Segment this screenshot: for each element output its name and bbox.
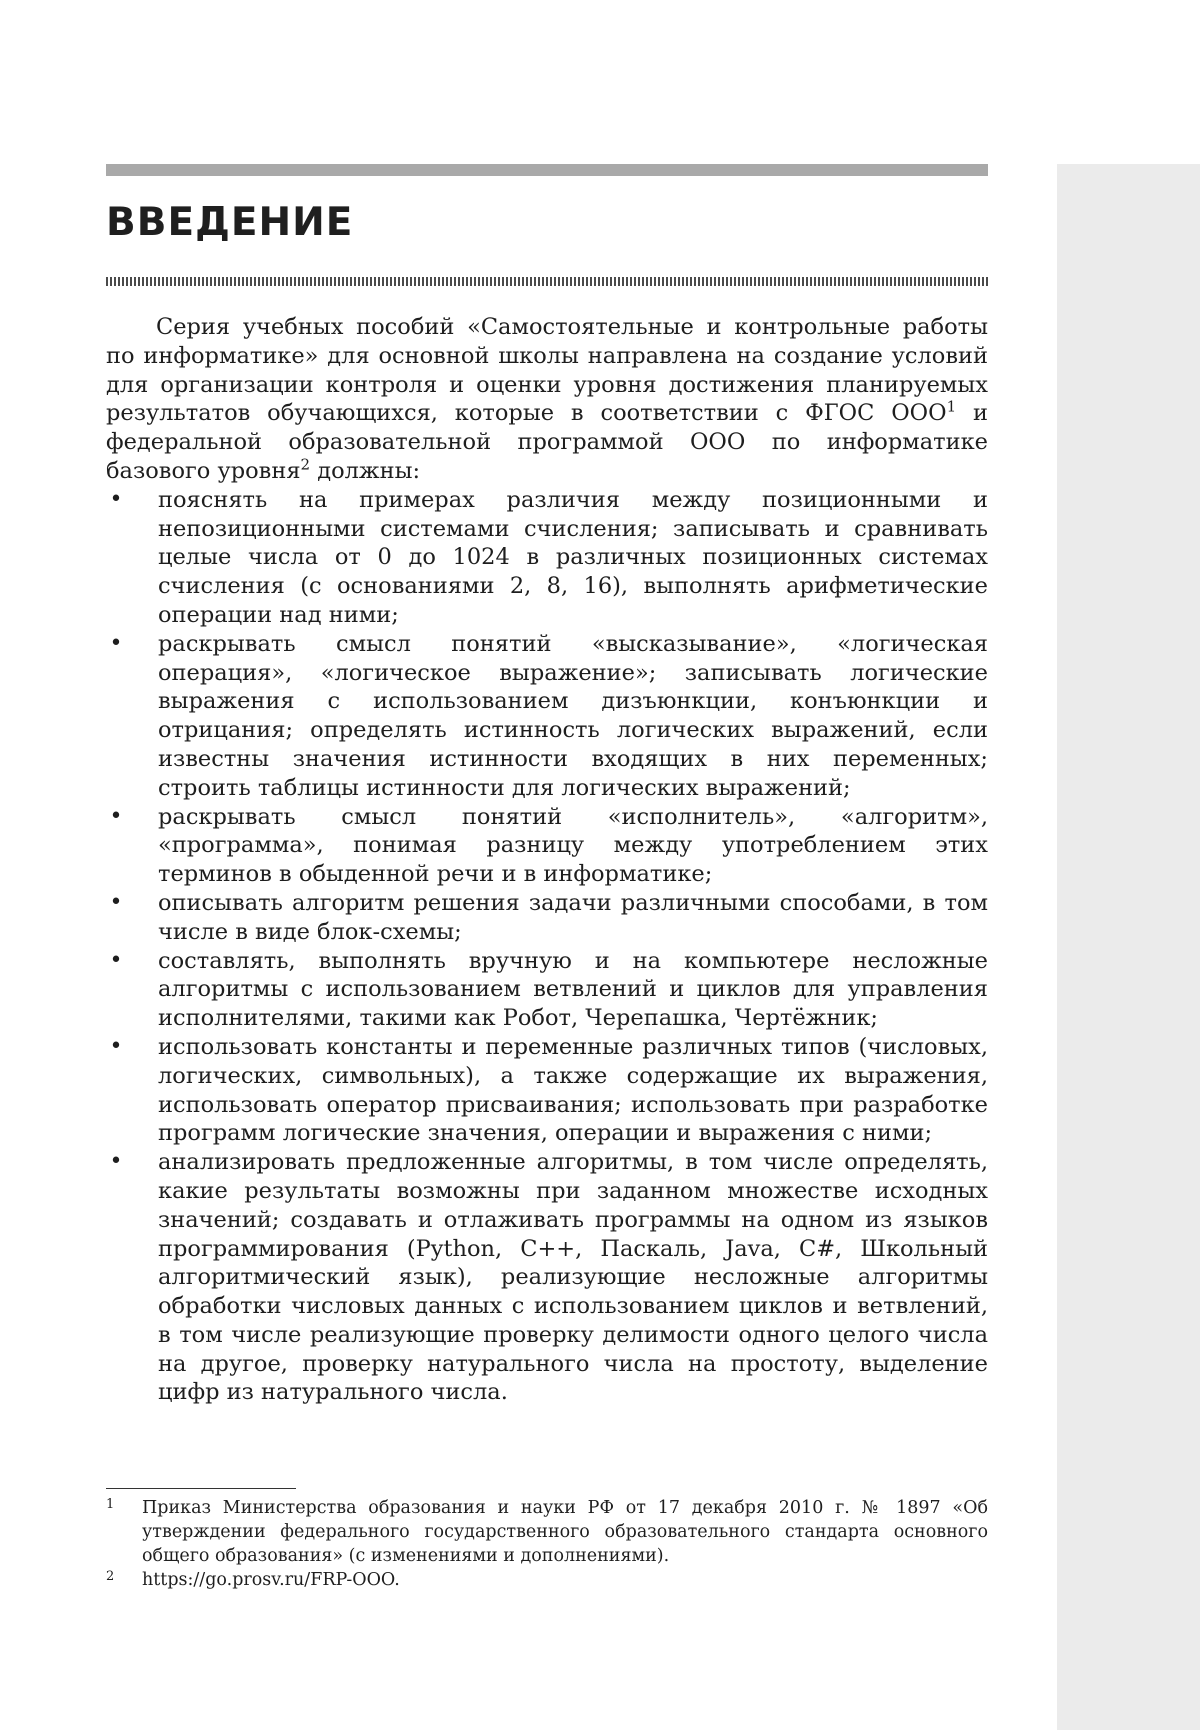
- list-item: [106, 486, 988, 630]
- list-item: [106, 1148, 988, 1407]
- list-item: [106, 630, 988, 803]
- list-item: [106, 803, 988, 889]
- requirements-list: [106, 486, 988, 1408]
- footnote-text: Приказ Министерства образования и науки РФ от 17 декабря 2010 г. № 1897 «Об утверждении федерального государственного образовательного стандарта основного общего образования» (с изменениями и дополнениями).: [142, 1498, 988, 1566]
- header-bar: [106, 164, 988, 176]
- body-text: [106, 313, 988, 1407]
- bullet-icon: •: [109, 889, 123, 915]
- footnotes: [106, 1496, 988, 1592]
- bullet-icon: •: [109, 486, 123, 512]
- list-item: [106, 1033, 988, 1148]
- footnote-ref-1[interactable]: 1: [946, 397, 957, 416]
- list-item-text: описывать алгоритм решения задачи различными способами, в том числе в виде блок-схемы;: [158, 889, 988, 945]
- bullet-icon: •: [109, 630, 123, 656]
- list-item: [106, 889, 988, 947]
- bullet-icon: •: [109, 947, 123, 973]
- footnote-divider: [106, 1488, 296, 1489]
- page-title: ВВЕДЕНИЕ: [106, 200, 354, 245]
- footnote-1: [106, 1496, 988, 1568]
- side-margin-strip: [1057, 164, 1200, 1730]
- intro-paragraph: [106, 313, 988, 486]
- footnote-link[interactable]: https://go.prosv.ru/FRP-OOO.: [142, 1570, 400, 1590]
- bullet-icon: •: [109, 1149, 123, 1175]
- intro-text-1: Серия учебных пособий «Самостоятельные и контрольные работы по информатике» для основной школы направлена на создание условий для организации контроля и оценки уровня достижения планируемых результатов обучающихся, которые в соответствии с ФГОС ООО: [106, 314, 988, 427]
- footnote-2: [106, 1568, 988, 1592]
- intro-text-3: должны:: [310, 457, 421, 484]
- bullet-icon: •: [109, 803, 123, 829]
- footnote-number: 2: [106, 1569, 115, 1584]
- title-underline: [106, 277, 988, 286]
- bullet-icon: •: [109, 1033, 123, 1059]
- list-item-text: раскрывать смысл понятий «высказывание», «логическая операция», «логическое выражение»; записывать логические выражения с использованием дизъюнкции, конъюнкции и отрицания; определять истинность логических выражений, если известны значения истинности входящих в них переменных; строить таблицы истинности для логических выражений;: [158, 630, 988, 801]
- list-item-text: анализировать предложенные алгоритмы, в том числе определять, какие результаты возможны при заданном множестве исходных значений; создавать и отлаживать программы на одном из языков программирования (Python, C++, Паскаль, Java, C#, Школьный алгоритмический язык), реализующие несложные алгоритмы обработки числовых данных с использованием циклов и ветвлений, в том числе реализующие проверку делимости одного целого числа на другое, проверку натурального числа на простоту, выделение цифр из натурального числа.: [158, 1149, 988, 1406]
- footnote-number: 1: [106, 1497, 115, 1512]
- list-item-text: составлять, выполнять вручную и на компьютере несложные алгоритмы с использованием ветвлений и циклов для управления исполнителями, такими как Робот, Черепашка, Чертёжник;: [158, 947, 988, 1032]
- list-item-text: использовать константы и переменные различных типов (числовых, логических, символьных), а также содержащие их выражения, использовать оператор присваивания; использовать при разработке программ логические значения, операции и выражения с ними;: [158, 1033, 988, 1147]
- list-item-text: раскрывать смысл понятий «исполнитель», «алгоритм», «программа», понимая разницу между употреблением этих терминов в обыденной речи и в информатике;: [158, 803, 988, 888]
- intro-text-2: и федеральной образовательной программой ООО по информатике базового уровня: [106, 400, 988, 484]
- list-item: [106, 947, 988, 1033]
- list-item-text: пояснять на примерах различия между позиционными и непозиционными системами счисления; записывать и сравнивать целые числа от 0 до 1024 в различных позиционных системах счисления (с основаниями 2, 8, 16), выполнять арифметические операции над ними;: [158, 486, 988, 628]
- footnote-ref-2[interactable]: 2: [300, 455, 311, 474]
